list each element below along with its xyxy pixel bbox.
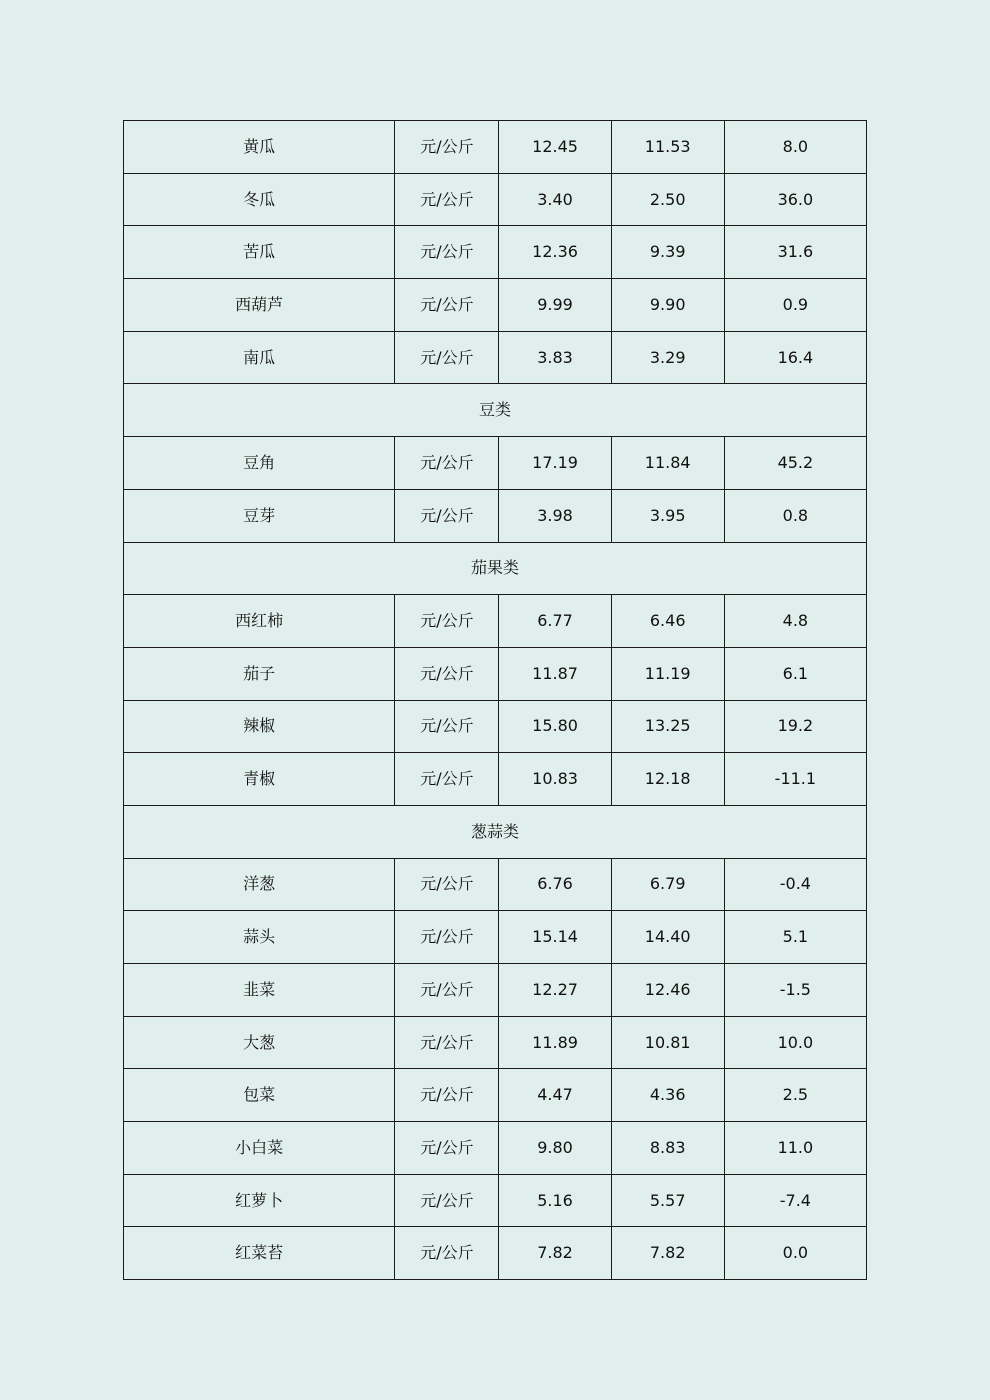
item-name-cell: 黄瓜 (124, 121, 395, 174)
current-price-cell: 6.76 (499, 858, 611, 911)
table-row (124, 173, 867, 226)
table-row (124, 911, 867, 964)
table-row (124, 647, 867, 700)
unit-cell: 元/公斤 (395, 1122, 499, 1175)
item-name-cell: 韭菜 (124, 964, 395, 1017)
unit-cell: 元/公斤 (395, 858, 499, 911)
item-name-cell: 冬瓜 (124, 173, 395, 226)
unit-cell: 元/公斤 (395, 647, 499, 700)
unit-cell: 元/公斤 (395, 437, 499, 490)
current-price-cell: 9.99 (499, 279, 611, 332)
table-row (124, 1227, 867, 1280)
unit-cell: 元/公斤 (395, 121, 499, 174)
change-percent-cell: -0.4 (724, 858, 866, 911)
current-price-cell: 3.40 (499, 173, 611, 226)
change-percent-cell: 16.4 (724, 331, 866, 384)
previous-price-cell: 11.53 (611, 121, 724, 174)
item-name-cell: 辣椒 (124, 700, 395, 753)
current-price-cell: 9.80 (499, 1122, 611, 1175)
table-row (124, 1174, 867, 1227)
unit-cell: 元/公斤 (395, 489, 499, 542)
item-name-cell: 茄子 (124, 647, 395, 700)
previous-price-cell: 12.18 (611, 753, 724, 806)
category-row (124, 542, 867, 595)
unit-cell: 元/公斤 (395, 1016, 499, 1069)
current-price-cell: 17.19 (499, 437, 611, 490)
change-percent-cell: -11.1 (724, 753, 866, 806)
previous-price-cell: 12.46 (611, 964, 724, 1017)
item-name-cell: 洋葱 (124, 858, 395, 911)
unit-cell: 元/公斤 (395, 700, 499, 753)
category-row (124, 384, 867, 437)
unit-cell: 元/公斤 (395, 911, 499, 964)
change-percent-cell: 19.2 (724, 700, 866, 753)
unit-cell: 元/公斤 (395, 753, 499, 806)
previous-price-cell: 13.25 (611, 700, 724, 753)
current-price-cell: 5.16 (499, 1174, 611, 1227)
previous-price-cell: 9.90 (611, 279, 724, 332)
item-name-cell: 豆芽 (124, 489, 395, 542)
item-name-cell: 苦瓜 (124, 226, 395, 279)
previous-price-cell: 6.79 (611, 858, 724, 911)
previous-price-cell: 3.95 (611, 489, 724, 542)
price-table (123, 120, 867, 1280)
change-percent-cell: 6.1 (724, 647, 866, 700)
unit-cell: 元/公斤 (395, 964, 499, 1017)
change-percent-cell: 11.0 (724, 1122, 866, 1175)
item-name-cell: 蒜头 (124, 911, 395, 964)
item-name-cell: 红萝卜 (124, 1174, 395, 1227)
unit-cell: 元/公斤 (395, 173, 499, 226)
table-row (124, 279, 867, 332)
current-price-cell: 11.87 (499, 647, 611, 700)
table-row (124, 753, 867, 806)
item-name-cell: 西葫芦 (124, 279, 395, 332)
table-row (124, 331, 867, 384)
table-row (124, 700, 867, 753)
change-percent-cell: 8.0 (724, 121, 866, 174)
change-percent-cell: 0.9 (724, 279, 866, 332)
current-price-cell: 15.14 (499, 911, 611, 964)
current-price-cell: 4.47 (499, 1069, 611, 1122)
table-row (124, 595, 867, 648)
current-price-cell: 11.89 (499, 1016, 611, 1069)
category-row (124, 805, 867, 858)
item-name-cell: 南瓜 (124, 331, 395, 384)
previous-price-cell: 8.83 (611, 1122, 724, 1175)
unit-cell: 元/公斤 (395, 1174, 499, 1227)
table-row (124, 1122, 867, 1175)
change-percent-cell: 36.0 (724, 173, 866, 226)
category-label: 茄果类 (124, 542, 867, 595)
current-price-cell: 10.83 (499, 753, 611, 806)
change-percent-cell: 2.5 (724, 1069, 866, 1122)
item-name-cell: 青椒 (124, 753, 395, 806)
unit-cell: 元/公斤 (395, 331, 499, 384)
previous-price-cell: 10.81 (611, 1016, 724, 1069)
change-percent-cell: 31.6 (724, 226, 866, 279)
unit-cell: 元/公斤 (395, 1227, 499, 1280)
item-name-cell: 大葱 (124, 1016, 395, 1069)
category-label: 豆类 (124, 384, 867, 437)
change-percent-cell: 45.2 (724, 437, 866, 490)
table-row (124, 858, 867, 911)
unit-cell: 元/公斤 (395, 226, 499, 279)
current-price-cell: 6.77 (499, 595, 611, 648)
previous-price-cell: 11.84 (611, 437, 724, 490)
current-price-cell: 3.98 (499, 489, 611, 542)
previous-price-cell: 4.36 (611, 1069, 724, 1122)
item-name-cell: 红菜苔 (124, 1227, 395, 1280)
previous-price-cell: 11.19 (611, 647, 724, 700)
previous-price-cell: 2.50 (611, 173, 724, 226)
price-table-body (124, 121, 867, 1280)
table-row (124, 964, 867, 1017)
item-name-cell: 西红柿 (124, 595, 395, 648)
current-price-cell: 3.83 (499, 331, 611, 384)
current-price-cell: 15.80 (499, 700, 611, 753)
change-percent-cell: 0.8 (724, 489, 866, 542)
table-row (124, 1069, 867, 1122)
previous-price-cell: 14.40 (611, 911, 724, 964)
unit-cell: 元/公斤 (395, 1069, 499, 1122)
previous-price-cell: 7.82 (611, 1227, 724, 1280)
unit-cell: 元/公斤 (395, 595, 499, 648)
current-price-cell: 12.45 (499, 121, 611, 174)
table-row (124, 121, 867, 174)
current-price-cell: 12.27 (499, 964, 611, 1017)
unit-cell: 元/公斤 (395, 279, 499, 332)
item-name-cell: 小白菜 (124, 1122, 395, 1175)
change-percent-cell: -1.5 (724, 964, 866, 1017)
table-row (124, 437, 867, 490)
change-percent-cell: -7.4 (724, 1174, 866, 1227)
current-price-cell: 12.36 (499, 226, 611, 279)
change-percent-cell: 5.1 (724, 911, 866, 964)
change-percent-cell: 0.0 (724, 1227, 866, 1280)
item-name-cell: 包菜 (124, 1069, 395, 1122)
current-price-cell: 7.82 (499, 1227, 611, 1280)
change-percent-cell: 4.8 (724, 595, 866, 648)
table-row (124, 226, 867, 279)
table-row (124, 489, 867, 542)
change-percent-cell: 10.0 (724, 1016, 866, 1069)
table-row (124, 1016, 867, 1069)
previous-price-cell: 3.29 (611, 331, 724, 384)
previous-price-cell: 6.46 (611, 595, 724, 648)
category-label: 葱蒜类 (124, 805, 867, 858)
item-name-cell: 豆角 (124, 437, 395, 490)
previous-price-cell: 5.57 (611, 1174, 724, 1227)
previous-price-cell: 9.39 (611, 226, 724, 279)
